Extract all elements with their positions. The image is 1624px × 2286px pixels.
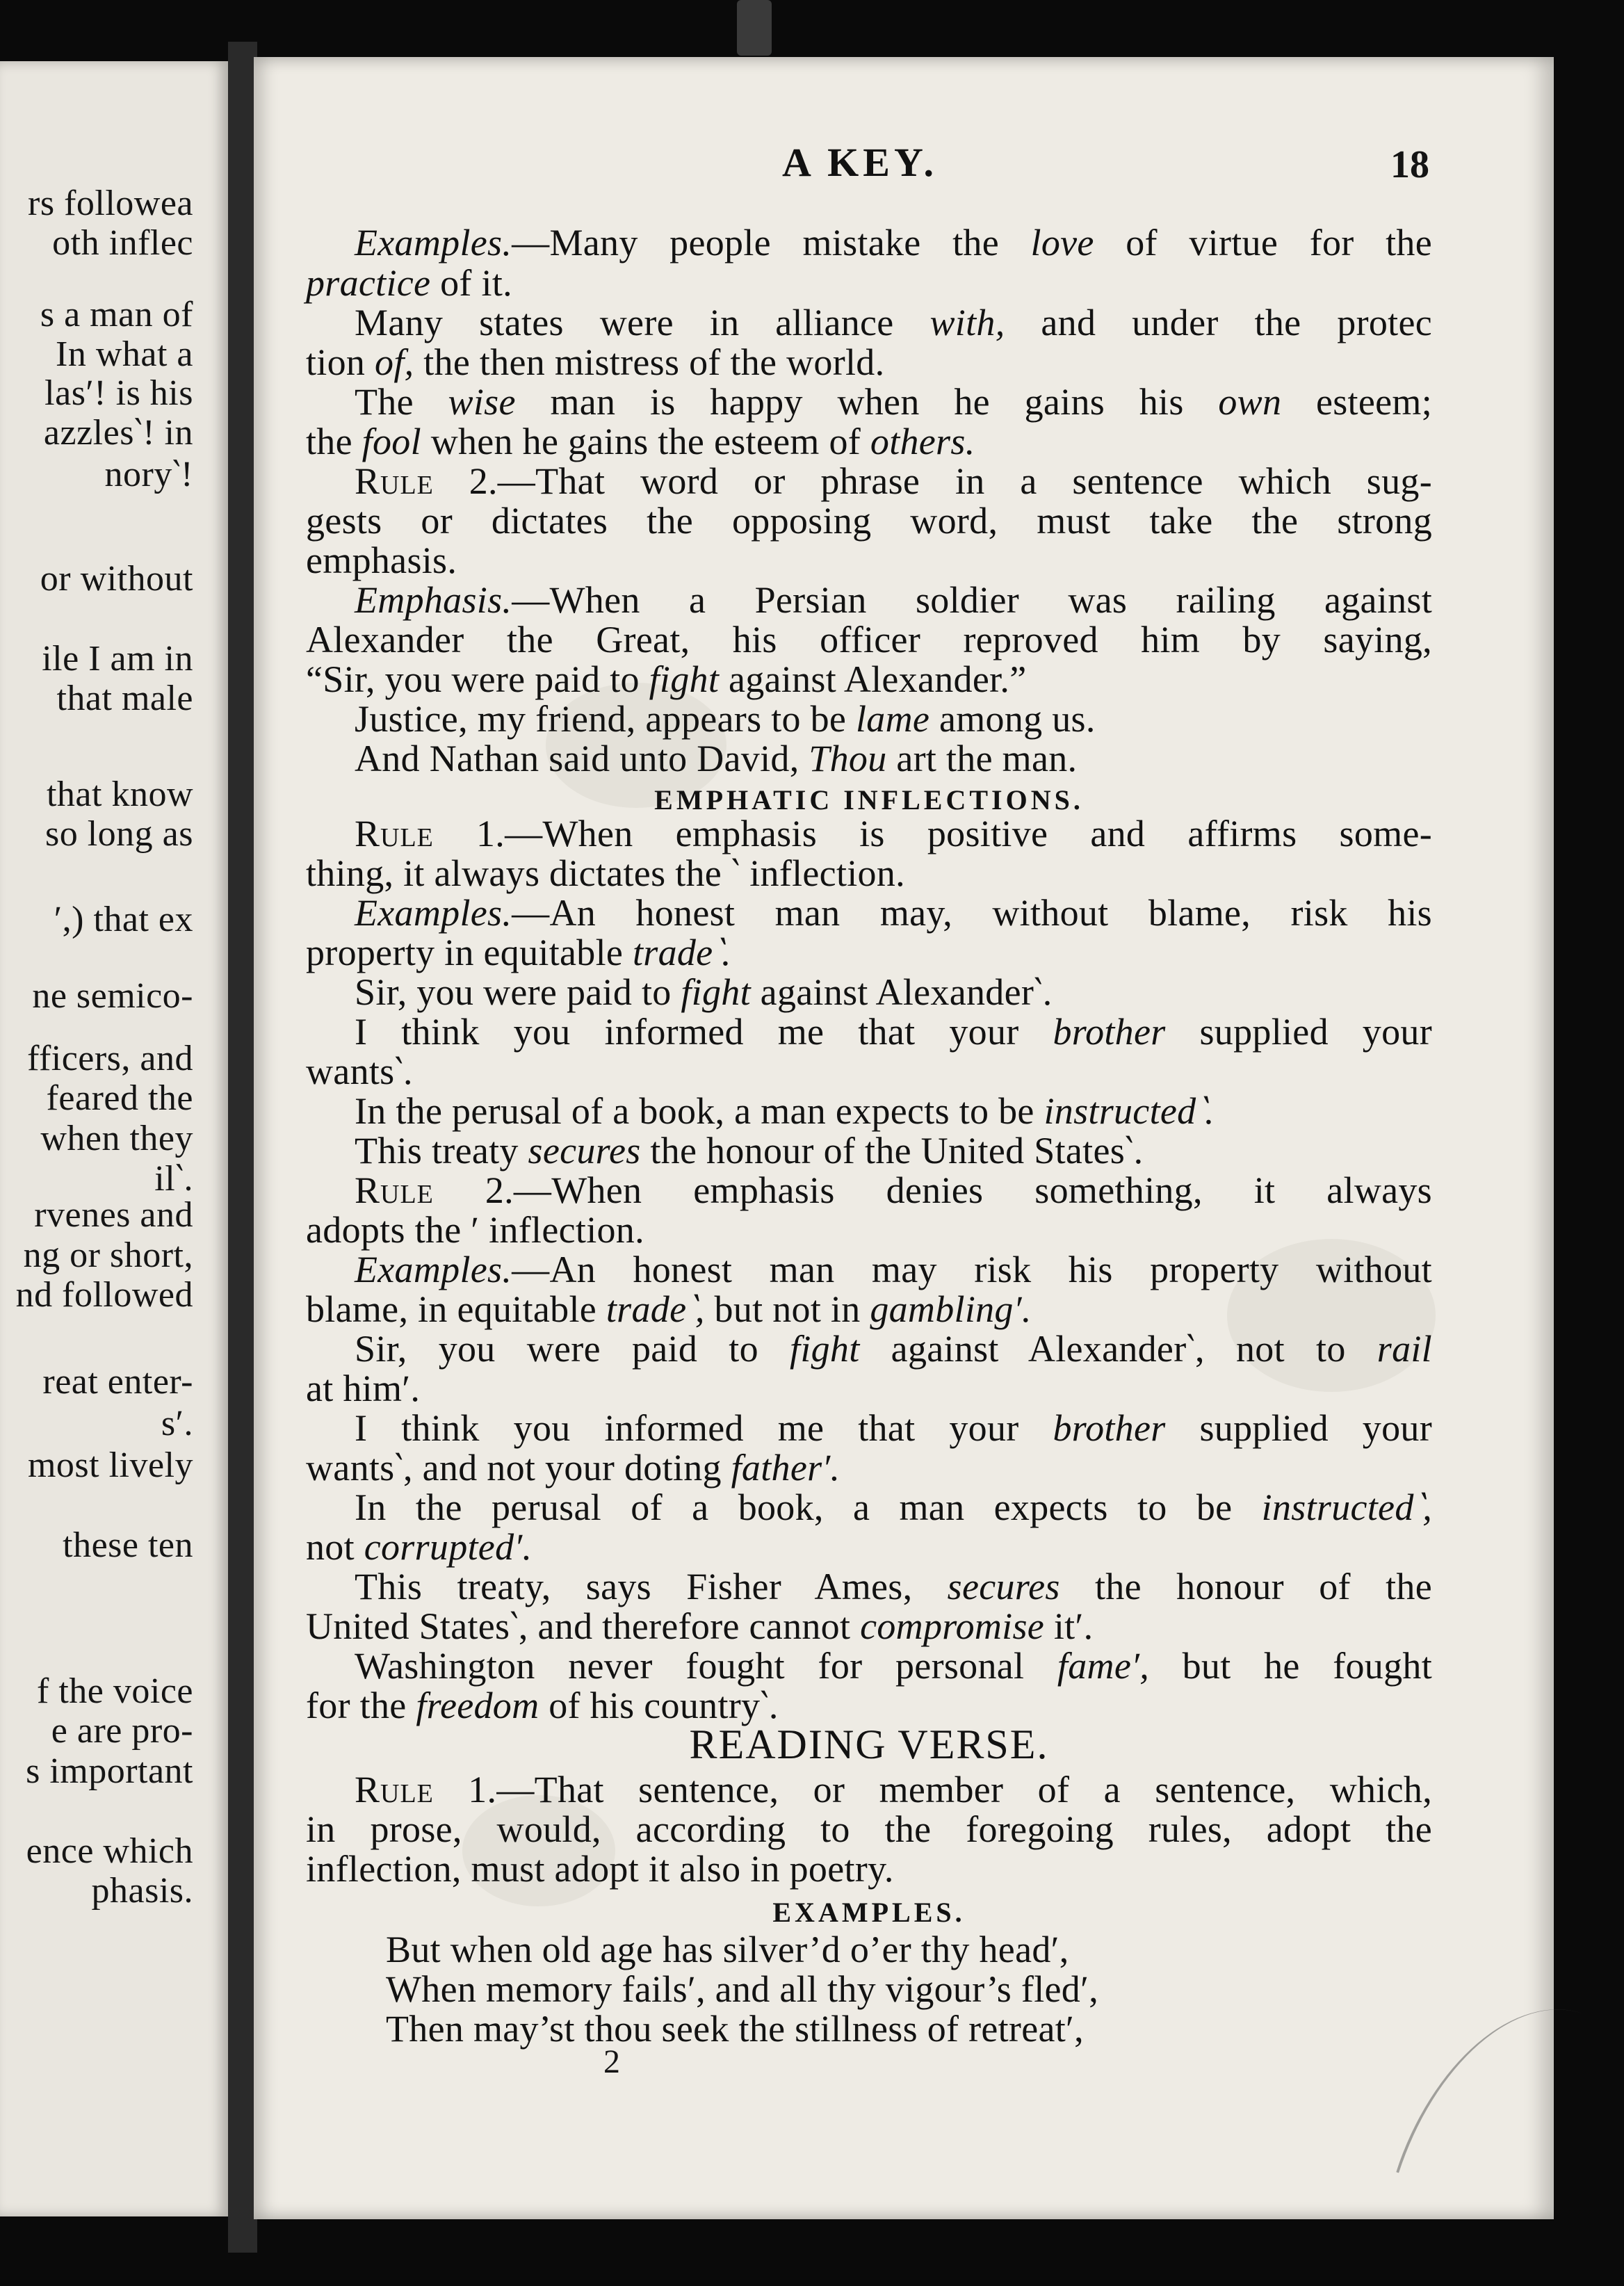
text-line: Many states were in alliance with, and under the protec [355, 302, 1433, 343]
facing-page-text-fragment: reat enter- [42, 1362, 193, 1402]
facing-page-text-fragment: s a man of [40, 295, 193, 334]
facing-page-text-fragment: il‵. [154, 1159, 193, 1199]
text-line: at him′. [306, 1368, 421, 1409]
text-line: emphasis. [306, 540, 457, 581]
facing-page-text-fragment: azzles‵! in [43, 413, 193, 453]
facing-page-text-fragment: nd followed [15, 1275, 193, 1315]
text-line: inflection, must adopt it also in poetry. [306, 1848, 894, 1890]
facing-page-text-fragment: e are pro- [51, 1711, 193, 1751]
text-line: When memory fails′, and all thy vigour’s fled′, [386, 1968, 1098, 2010]
facing-page-text-fragment: s′. [161, 1404, 193, 1443]
facing-page-text-fragment: nory‵! [104, 455, 193, 494]
text-line: Rule 2.—That word or phrase in a sentence which sug- [355, 460, 1432, 502]
text-line: practice of it. [306, 262, 512, 304]
text-line: Examples.—An honest man may risk his property without [355, 1249, 1432, 1290]
text-line: wants‵, and not your doting father′. [306, 1447, 841, 1489]
text-line: Justice, my friend, appears to be lame among us. [355, 698, 1096, 740]
facing-page-text-fragment: las′! is his [44, 373, 193, 413]
text-line: Sir, you were paid to fight against Alexander‵, not to rail [355, 1328, 1432, 1370]
section-heading: READING VERSE. [689, 1721, 1049, 1767]
text-line: But when old age has silver’d o’er thy head′, [386, 1929, 1069, 1970]
text-line: Examples.—Many people mistake the love of virtue for the [355, 222, 1432, 264]
text-line: Emphasis.—When a Persian soldier was railing against [355, 579, 1432, 621]
text-line: the fool when he gains the esteem of others. [306, 421, 975, 462]
facing-page-text-fragment: when they [40, 1119, 193, 1158]
signature-mark: 2 [603, 2043, 620, 2080]
page-number: 18 [1390, 143, 1429, 186]
facing-page-text-fragment: oth inflec [52, 223, 193, 263]
binding-mark [737, 0, 772, 56]
facing-page-text-fragment: that male [56, 679, 193, 718]
text-line: Then may’st thou seek the stillness of retreat′, [386, 2008, 1084, 2050]
facing-page-text-fragment: most lively [27, 1445, 193, 1485]
text-line: in prose, would, according to the foregoing rules, adopt the [306, 1808, 1432, 1850]
text-line: blame, in equitable trade‵, but not in gambling′. [306, 1288, 1032, 1330]
facing-page-text-fragment: that know [46, 775, 193, 814]
text-line: This treaty secures the honour of the United States‵. [355, 1130, 1144, 1172]
text-line: United States‵, and therefore cannot compromise it′. [306, 1605, 1094, 1647]
text-line: In the perusal of a book, a man expects to be instructed‵. [355, 1090, 1215, 1132]
text-line: gests or dictates the opposing word, must take the strong [306, 500, 1432, 542]
text-line: I think you informed me that your brother supplied your [355, 1407, 1432, 1449]
facing-page-text-fragment: feared the [46, 1078, 193, 1118]
facing-page-text-fragment: these ten [63, 1525, 193, 1565]
facing-page-text-fragment: rs followea [28, 184, 193, 223]
text-line: property in equitable trade‵. [306, 932, 731, 973]
facing-page-text-fragment: phasis. [91, 1871, 193, 1911]
facing-page-text-fragment: ile I am in [42, 639, 193, 679]
text-line: Sir, you were paid to fight against Alexander‵. [355, 971, 1053, 1013]
text-line: Examples.—An honest man may, without blame, risk his [355, 892, 1432, 934]
facing-page-text-fragment: ′,) that ex [54, 900, 193, 939]
book-gutter [228, 42, 257, 2253]
facing-page-text-fragment: In what a [56, 334, 193, 374]
facing-page-text-fragment: ne semico- [32, 976, 193, 1016]
facing-page-text-fragment: or without [40, 559, 193, 599]
text-line: And Nathan said unto David, Thou art the man. [355, 738, 1078, 779]
text-line: Rule 2.—When emphasis denies something, it always [355, 1169, 1432, 1211]
text-line: Rule 1.—When emphasis is positive and affirms some- [355, 813, 1432, 854]
text-line: I think you informed me that your brother supplied your [355, 1011, 1432, 1053]
facing-page-text-fragment: rvenes and [34, 1195, 193, 1235]
text-line: wants‵. [306, 1051, 413, 1092]
text-line: for the freedom of his country‵. [306, 1685, 779, 1726]
text-line: thing, it always dictates the ‵ inflection. [306, 852, 905, 894]
text-line: The wise man is happy when he gains his own esteem; [355, 381, 1432, 423]
running-head: A KEY. [782, 140, 939, 185]
facing-page-text-fragment: s important [26, 1751, 193, 1791]
subsection-heading: EMPHATIC INFLECTIONS. [654, 784, 1084, 816]
facing-page-text-fragment: so long as [45, 814, 193, 854]
text-line: Washington never fought for personal fame′, but he fought [355, 1645, 1432, 1687]
subsection-heading: EXAMPLES. [772, 1897, 966, 1928]
text-line: Rule 1.—That sentence, or member of a sentence, which, [355, 1769, 1432, 1810]
text-line: “Sir, you were paid to fight against Alexander.” [306, 658, 1027, 700]
facing-page-text-fragment: fficers, and [27, 1039, 193, 1078]
facing-page-fragment [0, 61, 228, 2216]
facing-page-text-fragment: ence which [26, 1831, 193, 1871]
text-line: This treaty, says Fisher Ames, secures the honour of the [355, 1566, 1432, 1607]
text-line: adopts the ′ inflection. [306, 1209, 644, 1251]
text-line: not corrupted′. [306, 1526, 533, 1568]
facing-page-text-fragment: ng or short, [23, 1235, 193, 1275]
facing-page-text-fragment: f the voice [37, 1671, 193, 1711]
text-line: In the perusal of a book, a man expects to be instructed‵, [355, 1486, 1432, 1528]
text-line: Alexander the Great, his officer reproved him by saying, [306, 619, 1432, 660]
text-line: tion of, the then mistress of the world. [306, 341, 885, 383]
